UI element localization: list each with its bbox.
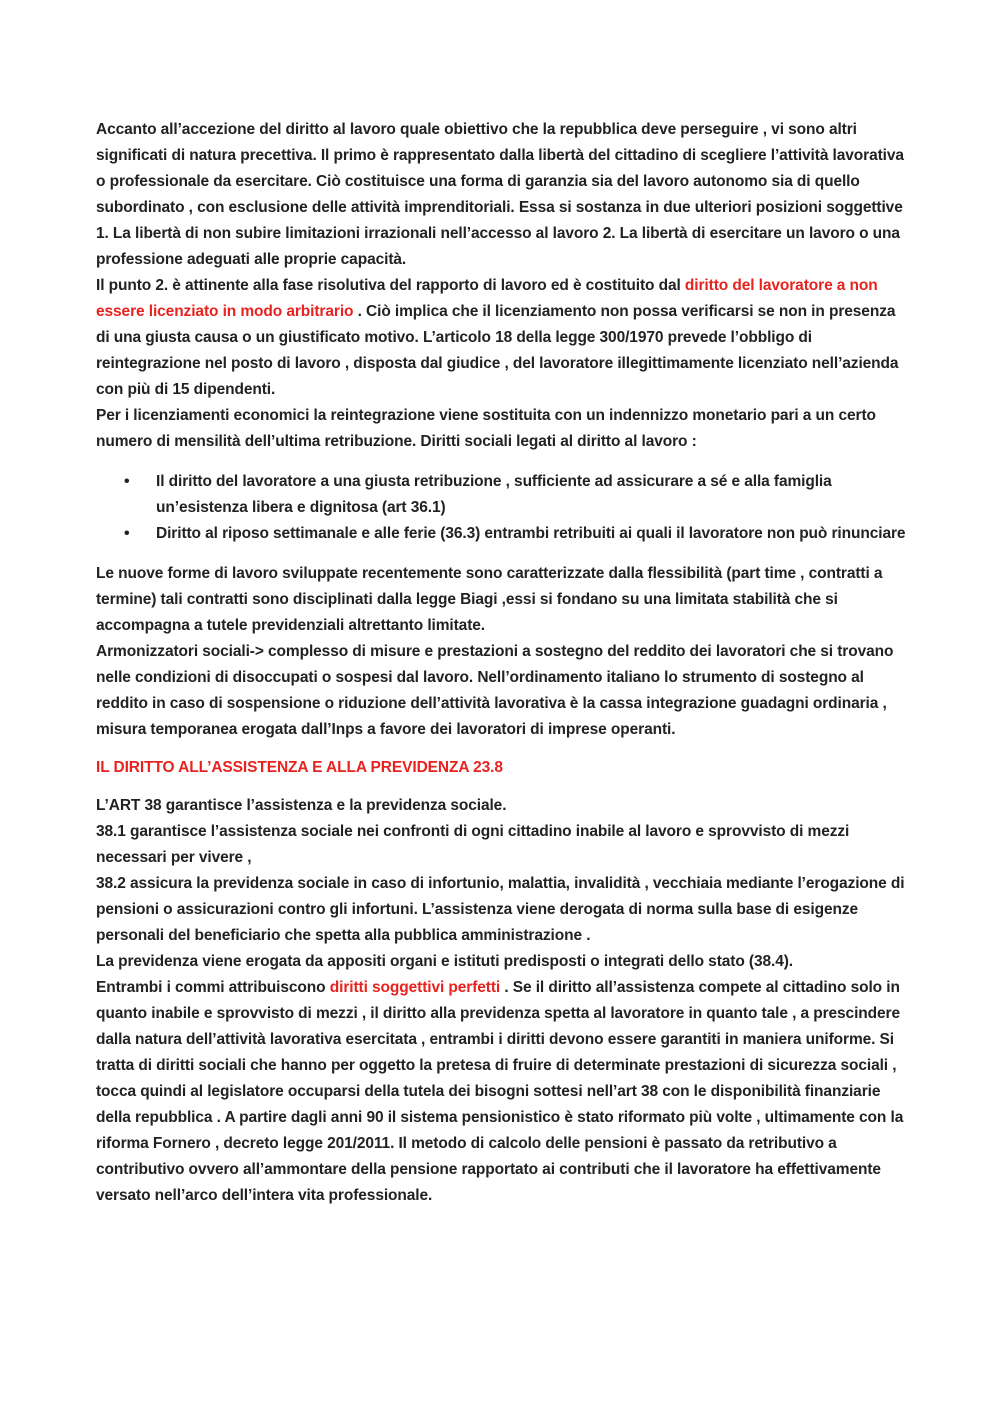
list-item (96, 521, 908, 547)
section-heading: IL DIRITTO ALL’ASSISTENZA E ALLA PREVIDENZA 23.8 (96, 759, 503, 776)
list-item-text: Diritto al riposo settimanale e alle ferie (36.3) entrambi retribuiti ai quali il lavoratore non può rinunciare (156, 525, 906, 542)
paragraph-dismissal-text-continued: . Ciò implica che il licenziamento non possa verificarsi se non in presenza di una giusta causa o un giustificato motivo. L’articolo 18 della legge 300/1970 prevede l’obbligo di reintegrazione nel posto di lavoro , disposta dal giudice , del lavoratore illegittimamente licenziato nell’azienda con più di 15 dipendenti. (96, 303, 899, 398)
paragraph-art38: L’ART 38 garantisce l’assistenza e la previdenza sociale. (96, 797, 507, 814)
social-rights-list (96, 469, 908, 547)
paragraph-subjective-rights-text-continued: . Se il diritto all’assistenza compete al cittadino solo in quanto inabile e sprovvisto di mezzi , il diritto alla previdenza spetta al lavoratore in quanto tale , a prescindere dalla natura dell’attività lavorativa esercitata , entrambi i diritti devono essere garantiti in maniera uniforme. Si tratta di diritti sociali che hanno per oggetto la pretesa di fruire di determinate prestazioni di sicurezza sociali , tocca quindi al legislatore occuparsi della tutela dei bisogni sottesi nell’art 38 con le disponibilità finanziarie della repubblica . A partire dagli anni 90 il sistema pensionistico è stato riformato più volte , ultimamente con la riforma Fornero , decreto legge 201/2011. Il metodo di calcolo delle pensioni è passato da retributivo a contributivo ovvero all’ammontare della pensione rapportato ai contributi che il lavoratore ha effettivamente versato nell’arco dell’intera vita professionale. (96, 979, 904, 1204)
document-page (96, 117, 908, 1209)
paragraph-dismissal (96, 273, 908, 403)
list-item (96, 469, 908, 521)
highlight-subjective-rights: diritti soggettivi perfetti (329, 979, 501, 996)
paragraph-subjective-rights-text: Entrambi i commi attribuiscono (96, 979, 330, 996)
paragraph-intro: Accanto all’accezione del diritto al lavoro quale obiettivo che la repubblica deve perseguire , vi sono altri significati di natura precettiva. Il primo è rappresentato dalla libertà del cittadino di scegliere l’attività lavorativa o professionale da esercitare. Ciò costituisce una forma di garanzia sia del lavoro autonomo sia di quello subordinato , con esclusione delle attività imprenditoriali. Essa si sostanza in due ulteriori posizioni soggettive 1. La libertà di non subire limitazioni irrazionali nell’accesso al lavoro 2. La libertà di esercitare un lavoro o una professione adeguati alle proprie capacità. (96, 121, 904, 268)
bullet-icon: • (124, 473, 130, 490)
paragraph-new-work-forms: Le nuove forme di lavoro sviluppate recentemente sono caratterizzate dalla flessibilità (part time , contratti a termine) tali contratti sono disciplinati dalla legge Biagi ,essi si fondano su una limitata stabilità che si accompagna a tutele previdenziali altrettanto limitate. (96, 565, 883, 634)
paragraph-previdenza: La previdenza viene erogata da appositi organi e istituti predisposti o integrati dello stato (38.4). (96, 953, 794, 970)
highlight-dismissal-right: diritto del lavoratore a non essere licenziato in modo arbitrario (96, 277, 878, 320)
paragraph-dismissal-text: Il punto 2. è attinente alla fase risolutiva del rapporto di lavoro ed è costituito dal (96, 277, 685, 294)
paragraph-economic-dismissal: Per i licenziamenti economici la reintegrazione viene sostituita con un indennizzo monetario pari a un certo numero di mensilità dell’ultima retribuzione. Diritti sociali legati al diritto al lavoro : (96, 407, 876, 450)
bullet-icon: • (124, 525, 130, 542)
list-item-text: Il diritto del lavoratore a una giusta retribuzione , sufficiente ad assicurare a sé e alla famiglia un’esistenza libera e dignitosa (art 36.1) (156, 473, 832, 516)
paragraph-subjective-rights (96, 975, 908, 1209)
paragraph-art38-2: 38.2 assicura la previdenza sociale in caso di infortunio, malattia, invalidità , vecchiaia mediante l’erogazione di pensioni o assicurazioni contro gli infortuni. L’assistenza viene derogata di norma sulla base di esigenze personali del beneficiario che spetta alla pubblica amministrazione . (96, 875, 905, 944)
paragraph-social-buffers: Armonizzatori sociali-> complesso di misure e prestazioni a sostegno del reddito dei lavoratori che si trovano nelle condizioni di disoccupati o sospesi dal lavoro. Nell’ordinamento italiano lo strumento di sostegno al reddito in caso di sospensione o riduzione dell’attività lavorativa è la cassa integrazione guadagni ordinaria , misura temporanea erogata dall’Inps a favore dei lavoratori di imprese operanti. (96, 643, 894, 738)
paragraph-art38-1: 38.1 garantisce l’assistenza sociale nei confronti di ogni cittadino inabile al lavoro e sprovvisto di mezzi necessari per vivere , (96, 823, 850, 866)
